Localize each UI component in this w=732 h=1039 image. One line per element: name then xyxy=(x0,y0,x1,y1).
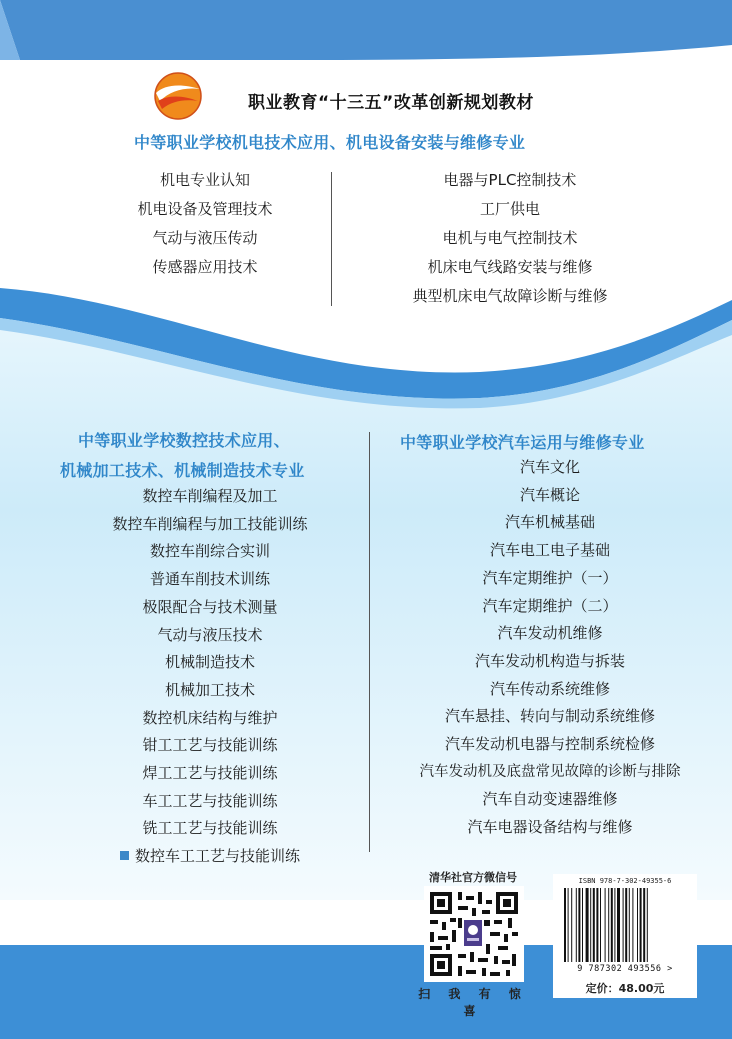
list-item: 极限配合与技术测量 xyxy=(142,597,278,616)
list-item: 汽车定期维护（一） xyxy=(482,568,618,587)
list-item: 机电设备及管理技术 xyxy=(137,200,273,218)
list-item: 汽车机械基础 xyxy=(504,513,595,532)
qr-title: 清华社官方微信号 xyxy=(429,871,517,884)
list-item: 典型机床电气故障诊断与维修 xyxy=(412,287,608,305)
divider xyxy=(369,432,370,852)
list-item: 机械制造技术 xyxy=(164,653,255,672)
list-item: 汽车电工电子基础 xyxy=(489,541,610,560)
auto-list xyxy=(385,454,715,842)
isbn-label: ISBN 978-7-302-49355-6 xyxy=(578,877,672,885)
list-item: 焊工工艺与技能训练 xyxy=(142,764,278,783)
barcode-digits: 9 787302 493556 > xyxy=(577,964,673,974)
list-item: 汽车自动变速器维修 xyxy=(482,790,618,809)
list-item: 机电专业认知 xyxy=(159,171,250,189)
qr-caption: 扫 我 有 惊 喜 xyxy=(418,987,528,1018)
section-heading-electromech: 中等职业学校机电技术应用、机电设备安装与维修专业 xyxy=(134,133,526,152)
section-heading-nc-line2: 机械加工技术、机械制造技术专业 xyxy=(60,461,305,480)
current-book-item xyxy=(80,843,340,871)
divider xyxy=(331,172,332,306)
electromech-right-list xyxy=(360,166,660,311)
nc-list xyxy=(80,483,340,871)
square-bullet-icon xyxy=(120,851,129,860)
list-item: 工厂供电 xyxy=(479,200,540,218)
current-book-title: 数控车工工艺与技能训练 xyxy=(134,847,300,866)
list-item: 汽车文化 xyxy=(519,458,580,476)
list-item: 汽车发动机电器与控制系统检修 xyxy=(444,735,655,754)
list-item: 机床电气线路安装与维修 xyxy=(427,258,593,276)
list-item: 数控车削编程及加工 xyxy=(142,487,278,505)
barcode-icon xyxy=(560,888,690,964)
list-item: 汽车发动机构造与拆装 xyxy=(474,651,625,670)
list-item: 钳工工艺与技能训练 xyxy=(142,736,278,755)
list-item: 车工工艺与技能训练 xyxy=(142,791,278,810)
publisher-logo-icon xyxy=(150,71,206,121)
list-item: 铣工工艺与技能训练 xyxy=(142,819,278,838)
series-title: 职业教育“十三五”改革创新规划教材 xyxy=(248,93,534,113)
list-item: 汽车悬挂、转向与制动系统维修 xyxy=(444,707,655,726)
price-label: 定价：48.00元 xyxy=(585,982,665,995)
list-item: 数控车削编程与加工技能训练 xyxy=(112,514,308,533)
qr-code-icon[interactable] xyxy=(424,886,524,982)
list-item: 气动与液压传动 xyxy=(152,229,258,247)
list-item: 电器与PLC控制技术 xyxy=(443,171,577,189)
list-item: 传感器应用技术 xyxy=(152,258,258,276)
list-item: 机械加工技术 xyxy=(164,680,255,699)
section-heading-auto: 中等职业学校汽车运用与维修专业 xyxy=(400,433,645,452)
section-heading-nc-line1: 中等职业学校数控技术应用、 xyxy=(78,431,290,450)
list-item: 普通车削技术训练 xyxy=(149,570,270,589)
list-item: 数控车削综合实训 xyxy=(149,542,270,561)
list-item: 汽车电器设备结构与维修 xyxy=(467,818,633,837)
list-item: 汽车发动机维修 xyxy=(497,624,603,643)
electromech-left-list xyxy=(100,166,310,282)
list-item: 汽车发动机及底盘常见故障的诊断与排除 xyxy=(419,763,681,780)
list-item: 汽车传动系统维修 xyxy=(489,679,610,698)
list-item: 电机与电气控制技术 xyxy=(442,229,578,247)
list-item: 汽车定期维护（二） xyxy=(482,596,618,615)
list-item: 数控机床结构与维护 xyxy=(142,708,278,727)
list-item: 汽车概论 xyxy=(519,485,580,504)
list-item: 气动与液压技术 xyxy=(157,625,263,644)
